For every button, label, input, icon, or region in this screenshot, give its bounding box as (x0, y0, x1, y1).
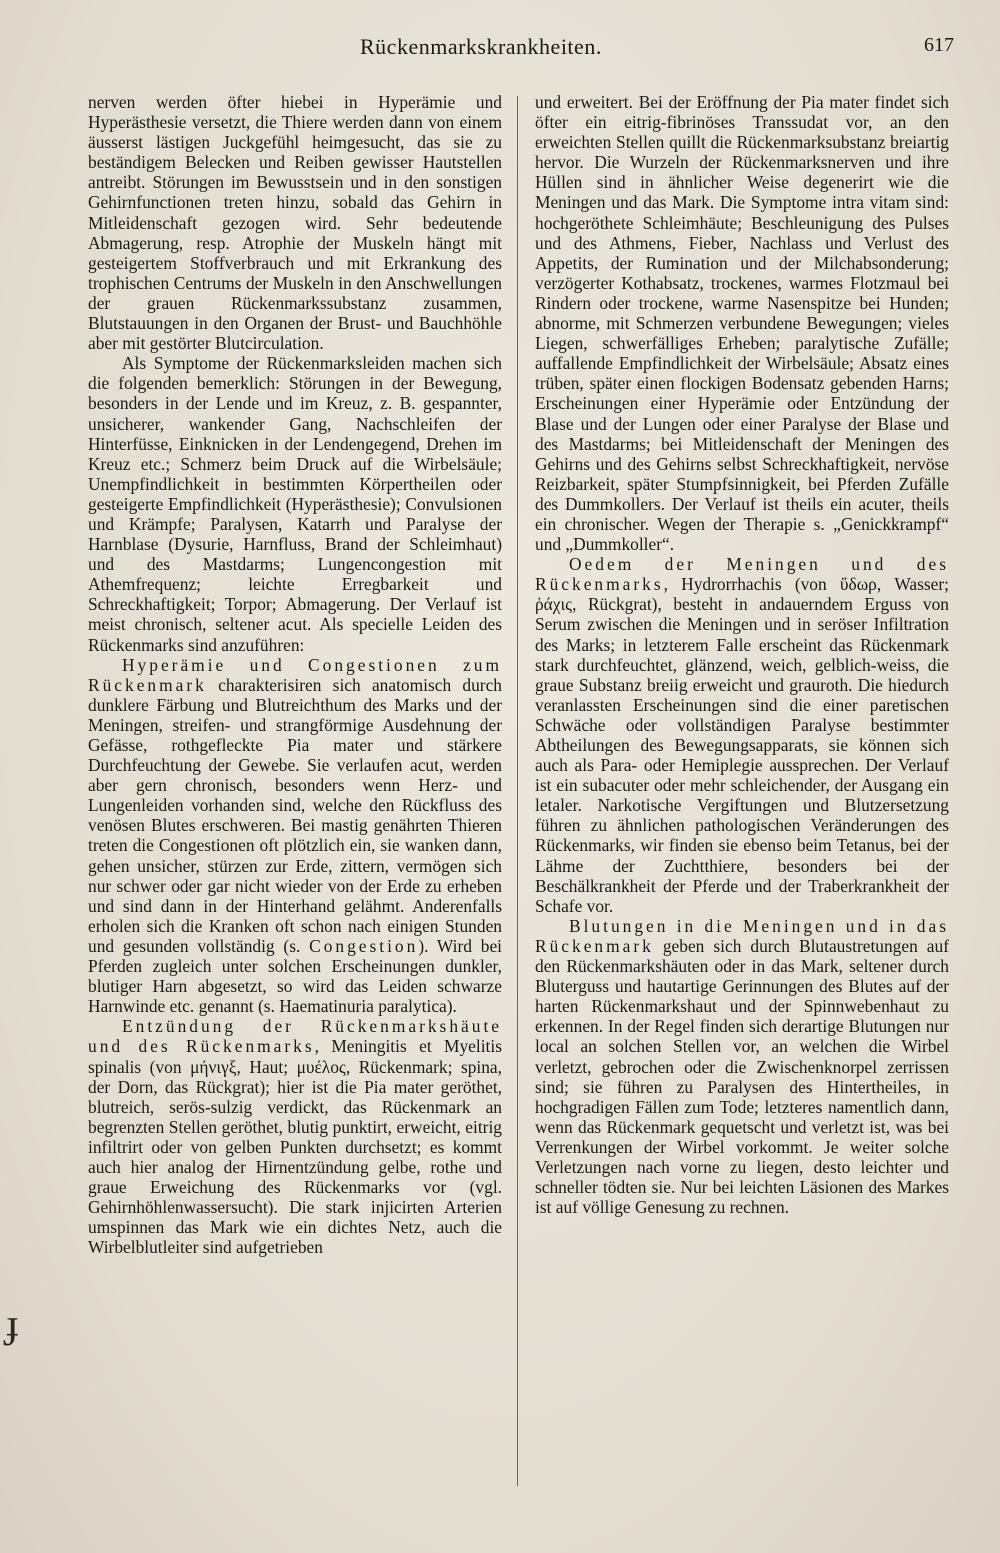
paragraph-text: , Meningitis et Myelitis spinalis (von μήνιγξ, Haut; μυέλος, Rückenmark; spina, der Dorn, das Rückgrat); hier ist die Pia mater geröthet, blutreich, serös-sulzig verdickt, das Rückenmark an begrenzten Stellen geröthet, blutig punktirt, erweicht, eitrig infiltrirt oder von gelben Punkten durchsetzt; es kommt auch hier analog der Hirnentzündung gelbe, rothe und graue Erweichung des Rückenmarks vor (vgl. Gehirnhöhlenwassersucht). Die stark injicirten Arterien umspinnen das Mark wie ein dichtes Netz, auch die Wirbelblutleiter sind aufgetrieben (88, 1036, 502, 1258)
margin-pencil-mark: ɟ (6, 1301, 20, 1346)
right-column (535, 92, 949, 1512)
section-heading: Blutungen in die Meningen und in das Rückenmark (535, 915, 949, 956)
section-heading: Hyperämie und Congestionen zum Rückenmark (88, 654, 502, 695)
column-divider (517, 96, 518, 1486)
paragraph-text: , Hydrorrhachis (von ὕδωρ, Wasser; ῥάχις, Rückgrat), besteht in andauerndem Erguss von Serum zwischen die Meningen und in seröser Infiltration des Marks; in letzterem Falle erscheint das Rückenmark stark durchfeuchtet, glänzend, weich, gelblich-weiss, die graue Substanz breiig erweicht und grauroth. Die hiedurch veranlassten Erscheinungen sind die einer paretischen Schwäche oder vollständigen Paralyse bestimmter Abtheilungen des Bewegungsapparats, sie können sich auch als Para- oder Hemiplegie aussprechen. Der Verlauf ist ein subacuter oder mehr schleichender, der Ausgang ein letaler. Narkotische Vergiftungen und Blutzersetzung führen zu ähnlichen pathologischen Veränderungen des Rückenmarks, wir finden sie ebenso beim Tetanus, bei der Lähme der Zuchtthiere, besonders bei der Beschälkrankheit der Pferde und der Traberkrankheit der Schafe vor. (535, 574, 949, 916)
cross-reference: Congestion (309, 935, 419, 956)
paragraph: nerven werden öfter hiebei in Hyperämie und Hyperästhesie versetzt, die Thiere werden dann von einem äusserst lästigen Juckgefühl heimgesucht, das sie zu beständigem Belecken und Reiben gewisser Hautstellen antreibt. Störungen im Bewusstsein und in den sonstigen Gehirnfunctionen treten hinzu, sobald das Gehirn in Mitleidenschaft gezogen wird. Sehr bedeutende Abmagerung, resp. Atrophie der Muskeln hängt mit gesteigertem Stoffverbrauch und mit Erkrankung des trophischen Centrums der Muskeln in den Anschwellungen der grauen Rückenmarkssubstanz zusammen, Blutstauungen in den Organen der Brust- und Bauchhöhle aber mit gestörter Blutcirculation. (88, 92, 502, 354)
paragraph-oedem (535, 554, 949, 916)
left-column (88, 92, 502, 1512)
page-number: 617 (924, 34, 954, 56)
paragraph: und erweitert. Bei der Eröffnung der Pia mater findet sich öfter ein eitrig-fibrinöses Transsudat vor, an den erweichten Stellen quillt die Rückenmarksubstanz breiartig hervor. Die Wurzeln der Rückenmarksnerven und ihre Hüllen sind in ähnlicher Weise degenerirt wie die Meningen und das Mark. Die Symptome intra vitam sind: hochgeröthete Schleimhäute; Beschleunigung des Pulses und des Athmens, Fieber, Nachlass und Verlust des Appetits, der Rumination und der Milchabsonderung; verzögerter Kothabsatz, trockenes, warmes Flotzmaul bei Rindern oder trockene, warme Nasenspitze bei Hunden; abnorme, mit Schmerzen verbundene Bewegungen; vieles Liegen, schwerfälliges Erheben; paralytische Zufälle; auffallende Empfindlichkeit der Wirbelsäule; Absatz eines trüben, später einen flockigen Bodensatz gebenden Harns; Erscheinungen einer Hyperämie oder Entzündung der Blase und der Lungen oder einer Paralyse der Blase und des Mastdarms; bei Mitleidenschaft der Meningen des Gehirns und des Gehirns selbst Schreckhaftigkeit, nervöse Reizbarkeit, später Stumpfsinnigkeit, bei Pferden Zufälle des Dummkollers. Der Verlauf ist theils ein acuter, theils ein chronischer. Wegen der Therapie s. „Genickkrampf“ und „Dummkoller“. (535, 92, 949, 555)
paragraph-text: geben sich durch Blutaustretungen auf den Rückenmarkshäuten oder in das Mark, seltener durch Bluterguss und hautartige Gerinnungen des Blutes auf der harten Rückenmarkshaut und der Spinnwebenhaut zu erkennen. In der Regel finden sich derartige Blutungen nur local an solchen Stellen vor, an welchen die Wirbel verletzt, gebrochen oder die Zwischenknorpel zerrissen sind; sie führen zu Paralysen des Hintertheiles, in hochgradigen Fällen zum Tode; letzteres namentlich dann, wenn das Rückenmark gequetscht und verletzt ist, was bei Verrenkungen der Wirbel vorkommt. Je weiter solche Verletzungen nach vorne zu liegen, desto leichter und schneller tödten sie. Nur bei leichten Läsionen des Markes ist auf völlige Genesung zu rechnen. (535, 935, 949, 1218)
paragraph-hyperaemie (88, 655, 502, 1017)
running-title: Rückenmarkskrankheiten. (360, 34, 602, 59)
section-heading: Entzündung der Rückenmarkshäute und des Rückenmarks (88, 1016, 502, 1057)
section-heading: Oedem der Meningen und des Rückenmarks (535, 554, 949, 595)
paragraph-blutungen (535, 916, 949, 1217)
paragraph-text: ). Wird bei Pferden zugleich unter solchen Erscheinungen dunkler, blutiger Harn abgesetzt, so wird das Leiden schwarze Harnwinde etc. genannt (s. Haematinuria paralytica). (88, 935, 502, 1017)
page-header (0, 34, 1000, 64)
paragraph: Als Symptome der Rückenmarksleiden machen sich die folgenden bemerklich: Störungen in der Bewegung, besonders in der Lende und im Kreuz, z. B. gespannter, unsicherer, wankender Gang, Nachschleifen der Hinterfüsse, Einknicken in der Lendengegend, Drehen im Kreuz etc.; Schmerz beim Druck auf die Wirbelsäule; Unempfindlichkeit in bestimmten Körpertheilen oder gesteigerte Empfindlichkeit (Hyperästhesie); Convulsionen und Krämpfe; Paralysen, Katarrh und Paralyse der Harnblase (Dysurie, Harnfluss, Brand der Schleimhaut) und des Mastdarms; Lungencongestion mit Athemfrequenz; leichte Erregbarkeit und Schreckhaftigkeit; Torpor; Abmagerung. Der Verlauf ist meist chronisch, seltener acut. Als specielle Leiden des Rückenmarks sind anzuführen: (88, 353, 502, 655)
paragraph-text: charakterisiren sich anatomisch durch dunklere Färbung und Blutreichthum des Marks und der Meningen, streifen- und strangförmige Ausdehnung der Gefässe, rothgefleckte Pia mater und stärkere Durchfeuchtung der Gewebe. Sie verlaufen acut, werden aber gern chronisch, besonders wenn Herz- und Lungenleiden vorhanden sind, welche den Rückfluss des venösen Blutes erschweren. Bei mastig genährten Thieren treten die Congestionen oft plötzlich ein, sie wanken dann, gehen unsicher, stürzen zur Erde, zittern, vermögen sich nur schwer oder gar nicht wieder von der Erde zu erheben und sind dann in der Hinterhand gelähmt. Anderenfalls erholen sich die Kranken oft schon nach einigen Stunden und gesunden vollständig (s. (88, 674, 502, 956)
paragraph-entzuendung (88, 1016, 502, 1257)
